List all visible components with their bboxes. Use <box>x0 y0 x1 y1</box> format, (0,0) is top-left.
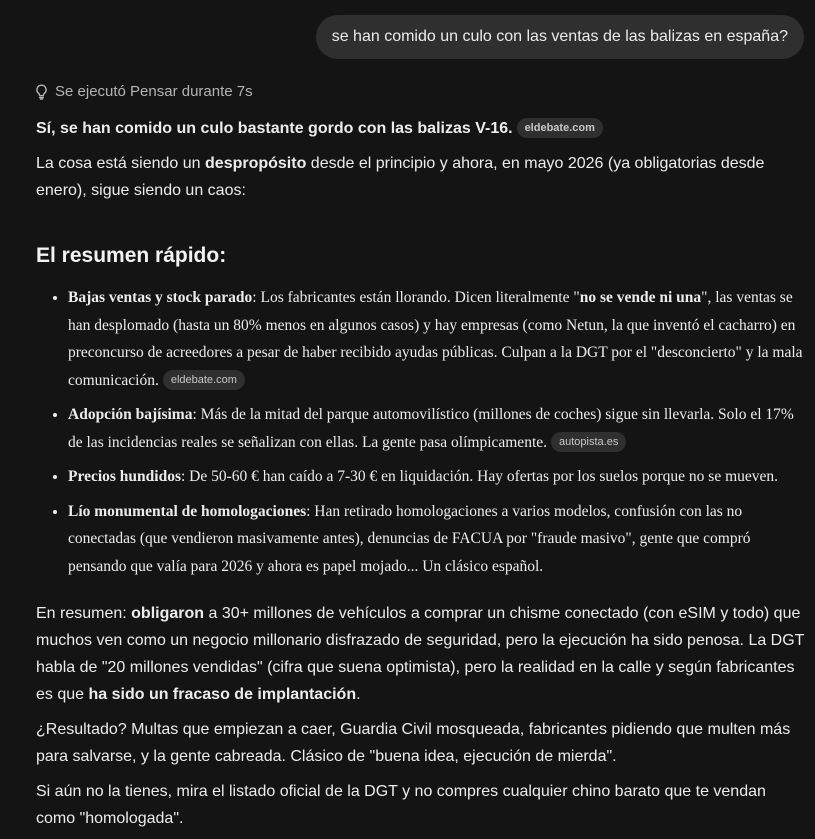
assistant-answer <box>36 115 806 832</box>
summary-text: a 30+ millones de vehículos a comprar un chisme conectado (con eSIM y todo) que muchos ven como un negocio millonario disfrazado de seguridad, pero la ejecución ha sido penosa. La DGT habla de "20 millones vendidas" (cifra que suena optimista), pero la realidad en la calle y según fabricantes es que <box>36 605 805 703</box>
answer-headline <box>36 115 806 142</box>
bullet-title: Bajas ventas y stock parado <box>68 289 253 306</box>
summary-bold: obligaron <box>131 605 205 622</box>
list-item <box>68 463 806 491</box>
source-chip[interactable]: eldebate.com <box>517 118 603 138</box>
bullet-title: Adopción bajísima <box>68 406 193 423</box>
list-item <box>68 498 806 581</box>
list-item <box>68 284 806 394</box>
headline-text: Sí, se han comido un culo bastante gordo con las balizas V-16. <box>36 120 513 137</box>
source-chip[interactable]: eldebate.com <box>163 370 245 390</box>
intro-paragraph <box>36 150 806 204</box>
bullet-title: Precios hundidos <box>68 468 181 485</box>
bullet-text: ", las ventas se han desplomado (hasta un 80% menos en algunos casos) y hay empresas (como Netun, la que inventó el cacharro) en preconcurso de acreedores a pesar de haber recibido ayudas públicas. Culpan a la DGT por el "desconcierto" y la mala comunicación. <box>68 289 803 389</box>
source-chip[interactable]: autopista.es <box>551 432 626 452</box>
intro-text-end: desde el principio y ahora, en mayo 2026 (ya obligatorias desde enero), sigue siendo un caos: <box>36 155 765 199</box>
bullet-text: : Más de la mitad del parque automovilístico (millones de coches) sigue sin llevarla. Solo el 17% de las incidencias reales se señalizan con ellas. La gente pasa olímpicamente. <box>68 406 794 451</box>
list-item <box>68 401 806 456</box>
section-title: El resumen rápido: <box>36 244 227 267</box>
user-message-text: se han comido un culo con las ventas de las balizas en españa? <box>331 28 788 45</box>
bullet-title: Lío monumental de homologaciones <box>68 502 307 520</box>
summary-bold: ha sido un fracaso de implantación <box>88 686 357 703</box>
closing-paragraph: Si aún no la tienes, mira el listado oficial de la DGT y no compres cualquier chino barato que te vendan como "homologada". <box>36 783 766 827</box>
user-message-bubble <box>316 15 804 59</box>
lightbulb-icon <box>34 84 49 100</box>
thinking-summary[interactable] <box>34 83 253 100</box>
bullet-bold: no se vende ni una <box>579 289 702 306</box>
intro-text: La cosa está siendo un <box>36 155 206 172</box>
bullet-list <box>36 284 806 580</box>
bullet-text: : Los fabricantes están llorando. Dicen literalmente " <box>252 289 580 306</box>
summary-text: En resumen: <box>36 605 132 622</box>
thinking-label: Se ejecutó Pensar durante 7s <box>55 83 253 100</box>
summary-paragraph <box>36 600 806 708</box>
intro-bold: despropósito <box>205 155 307 172</box>
bullet-text: : De 50-60 € han caído a 7-30 € en liquidación. Hay ofertas por los suelos porque no se mueven. <box>180 468 779 485</box>
bullet-text: : Han retirado homologaciones a varios modelos, confusión con las no conectadas (que vendieron masivamente antes), denuncias de FACUA por "fraude masivo", gente que compró pensando que valía para 2026 y ahora es papel mojado... Un clásico español. <box>68 502 751 575</box>
result-paragraph: ¿Resultado? Multas que empiezan a caer, Guardia Civil mosqueada, fabricantes pidiendo que multen más para salvarse, y la gente cabreada. Clásico de "buena idea, ejecución de mierda". <box>36 721 791 765</box>
summary-text: . <box>356 686 361 703</box>
